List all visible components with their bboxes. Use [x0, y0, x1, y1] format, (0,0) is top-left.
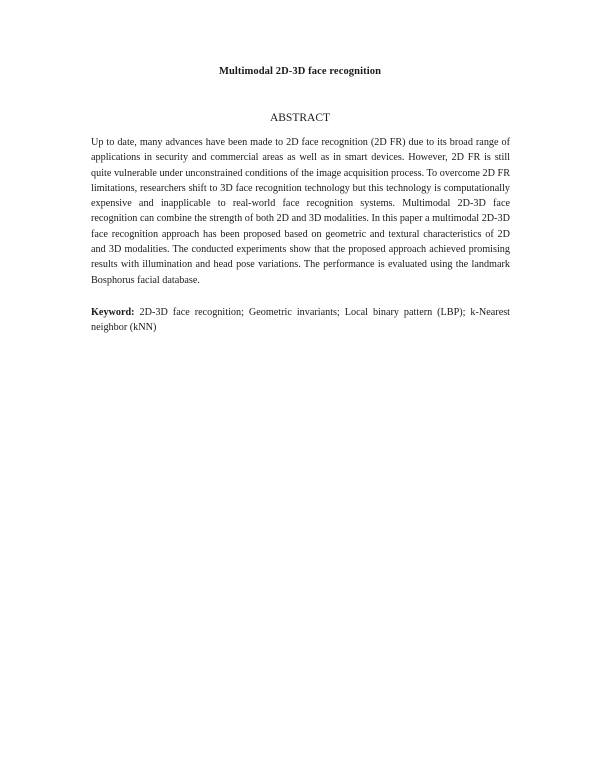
keywords-label: Keyword:	[91, 307, 135, 318]
paper-title: Multimodal 2D-3D face recognition	[218, 66, 382, 77]
abstract-body: Up to date, many advances have been made to 2D face recognition (2D FR) due to its broad range of applications in security and commercial areas as well as in smart devices. However, 2D FR is still quite vulnerable under unconstrained conditions of the image acquisition process. To overcome 2D FR limitations, researchers shift to 3D face recognition technology but this technology is computationally expensive and inapplicable to real-world face recognition systems. Multimodal 2D-3D face recognition can combine the strength of both 2D and 3D modalities. In this paper a multimodal 2D-3D face recognition approach has been proposed based on geometric and textural characteristics of 2D and 3D modalities. The conducted experiments show that the proposed approach achieved promising results with illumination and head pose variations. The performance is evaluated using the landmark Bosphorus facial database.	[91, 137, 510, 286]
keywords-text: 2D-3D face recognition; Geometric invariants; Local binary pattern (LBP); k-Nearest neighbor (kNN)	[91, 307, 511, 334]
abstract-heading: ABSTRACT	[269, 112, 331, 124]
keywords-paragraph	[91, 305, 510, 336]
